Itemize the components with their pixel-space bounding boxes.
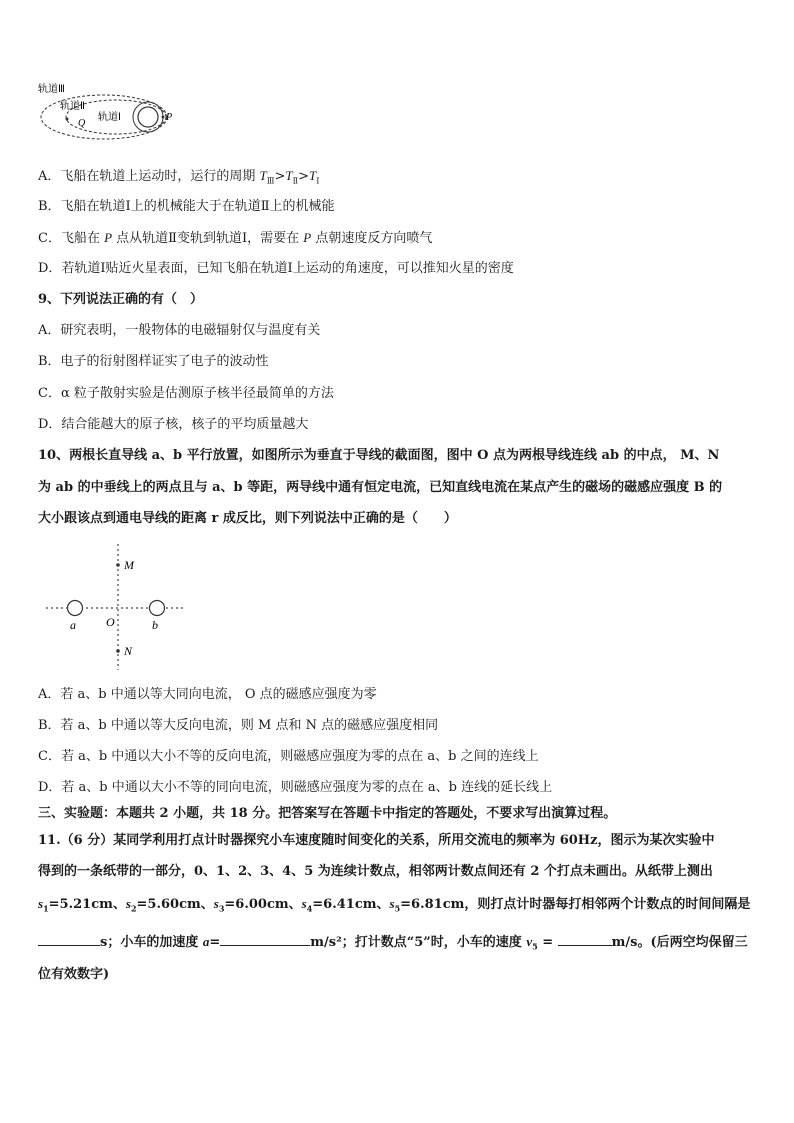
answer-blank-interval[interactable] [38, 932, 100, 946]
label-O: O [106, 615, 115, 629]
orbit-2-label: 轨道Ⅱ [60, 101, 85, 112]
sub-2: Ⅱ [292, 176, 299, 186]
q9-option-a: A．研究表明，一般物体的电磁辐射仅与温度有关 [38, 323, 321, 338]
point-P-label: P [166, 112, 173, 123]
sub-1: Ⅰ [316, 176, 320, 186]
point-P-dot [162, 116, 165, 119]
point-P: P [104, 230, 113, 245]
q10-stem-line2: 为 ab 的中垂线上的两点且与 a、b 等距，两导线中通有恒定电流，已知直线电流在某点产生的磁场的磁感应强度 B 的 [38, 480, 723, 495]
label-a: a [70, 618, 76, 632]
q8-option-c-text: 点从轨道Ⅱ变轨到轨道Ⅰ，需要在 [112, 231, 304, 246]
s-var: s [213, 896, 219, 911]
s-var: s [389, 896, 395, 911]
sub: 5 [532, 941, 538, 952]
answer-blank-acceleration[interactable] [220, 932, 310, 946]
q10-stem-line1: 10、两根长直导线 a、b 平行放置，如图所示为垂直于导线的截面图，图中 O 点为两根导线连线 ab 的中点， M、N [38, 448, 720, 463]
sub: 5 [394, 903, 401, 914]
q11-line2: 得到的一条纸带的一部分，0、1、2、3、4、5 为连续计数点，相邻两计数点间还有 2 个打点未画出。从纸带上测出 [38, 864, 713, 879]
q11-line1: 11.（6 分）某同学利用打点计时器探究小车速度随时间变化的关系，所用交流电的频率为 60Hz，图示为某次实验中 [38, 833, 715, 848]
equals-sign: = [209, 935, 221, 950]
q10-option-b: B．若 a、b 中通以等大反向电流，则 M 点和 N 点的磁感应强度相同 [38, 718, 439, 733]
s1-value: =5.21cm、 [48, 897, 126, 912]
period-T: T [259, 168, 267, 183]
wires-figure [44, 540, 194, 675]
s3-value: =6.00cm、 [224, 897, 302, 912]
q11-line3-tail: 则打点计时器每打相邻两个计数点的时间间隔是 [477, 897, 751, 912]
q9-stem: 9、下列说法正确的有（ ） [38, 292, 204, 307]
q8-option-c [38, 230, 432, 247]
period-T: T [308, 168, 317, 183]
q10-option-c: C．若 a、b 中通以大小不等的反向电流，则磁感应强度为零的点在 a、b 之间的连线上 [38, 749, 539, 764]
q11-text: m/s。(后两空均保留三 [611, 935, 748, 950]
q8-option-c-text: C．飞船在 [38, 231, 105, 246]
q8-option-a [38, 168, 319, 190]
q8-option-d: D．若轨道Ⅰ贴近火星表面，已知飞船在轨道Ⅰ上运动的角速度，可以推知火星的密度 [38, 261, 514, 276]
point-Q-dot [66, 118, 69, 121]
orbit-figure [36, 82, 186, 142]
acceleration-var: a [202, 934, 210, 949]
sub: 3 [218, 903, 225, 914]
planet-circle [138, 107, 158, 127]
label-M: M [124, 558, 134, 572]
s4-value: =6.41cm、 [312, 897, 390, 912]
q11-line4 [38, 932, 748, 955]
orbit-1-label: 轨道Ⅰ [98, 112, 121, 123]
q8-option-a-text: A．飞船在轨道上运动时，运行的周期 [38, 169, 260, 184]
orbit-3-label: 轨道Ⅲ [38, 84, 65, 95]
s2-value: =5.60cm、 [136, 897, 214, 912]
point-Q-label: Q [78, 118, 86, 129]
s-var: s [301, 896, 307, 911]
q11-line3 [38, 896, 750, 917]
q10-option-d: D．若 a、b 中通以大小不等的同向电流，则磁感应强度为零的点在 a、b 连线的延长线上 [38, 780, 553, 795]
q11-text: s；小车的加速度 [100, 935, 203, 950]
section-3-heading: 三、实验题：本题共 2 小题，共 18 分。把答案写在答题卡中指定的答题处，不要求写出演算过程。 [38, 806, 617, 821]
gt-sign: > [298, 169, 309, 184]
wire-a-circle [68, 601, 83, 616]
point-P: P [303, 230, 312, 245]
velocity-var: v [526, 934, 533, 949]
q8-option-c-text: 点朝速度反方向喷气 [311, 231, 433, 246]
q8-option-b: B．飞船在轨道Ⅰ上的机械能大于在轨道Ⅱ上的机械能 [38, 199, 335, 214]
q9-option-b: B．电子的衍射图样证实了电子的波动性 [38, 354, 269, 369]
period-T: T [285, 168, 293, 183]
wire-b-circle [150, 601, 165, 616]
point-N-dot [116, 649, 120, 653]
sub: 2 [130, 903, 137, 914]
q11-line5: 位有效数字) [38, 967, 110, 982]
answer-blank-velocity[interactable] [558, 932, 612, 946]
equals-sign: = [537, 935, 558, 950]
q9-option-c: C．α 粒子散射实验是估测原子核半径最简单的方法 [38, 386, 334, 401]
s-var: s [38, 896, 44, 911]
label-N: N [124, 644, 133, 658]
q9-option-d: D．结合能越大的原子核，核子的平均质量越大 [38, 417, 309, 432]
sub-3: Ⅲ [266, 176, 275, 186]
sub: 1 [43, 903, 49, 914]
q11-text: m/s²；打计数点“5”时，小车的速度 [310, 935, 527, 950]
q10-stem-line3: 大小跟该点到通电导线的距离 r 成反比，则下列说法中正确的是（ ） [38, 511, 457, 526]
s-var: s [125, 896, 131, 911]
q10-option-a: A．若 a、b 中通以等大同向电流， O 点的磁感应强度为零 [38, 687, 377, 702]
gt-sign: > [274, 169, 286, 184]
sub: 4 [306, 903, 313, 914]
label-b: b [152, 618, 158, 632]
s5-value: =6.81cm， [400, 897, 478, 912]
point-M-dot [116, 563, 120, 567]
